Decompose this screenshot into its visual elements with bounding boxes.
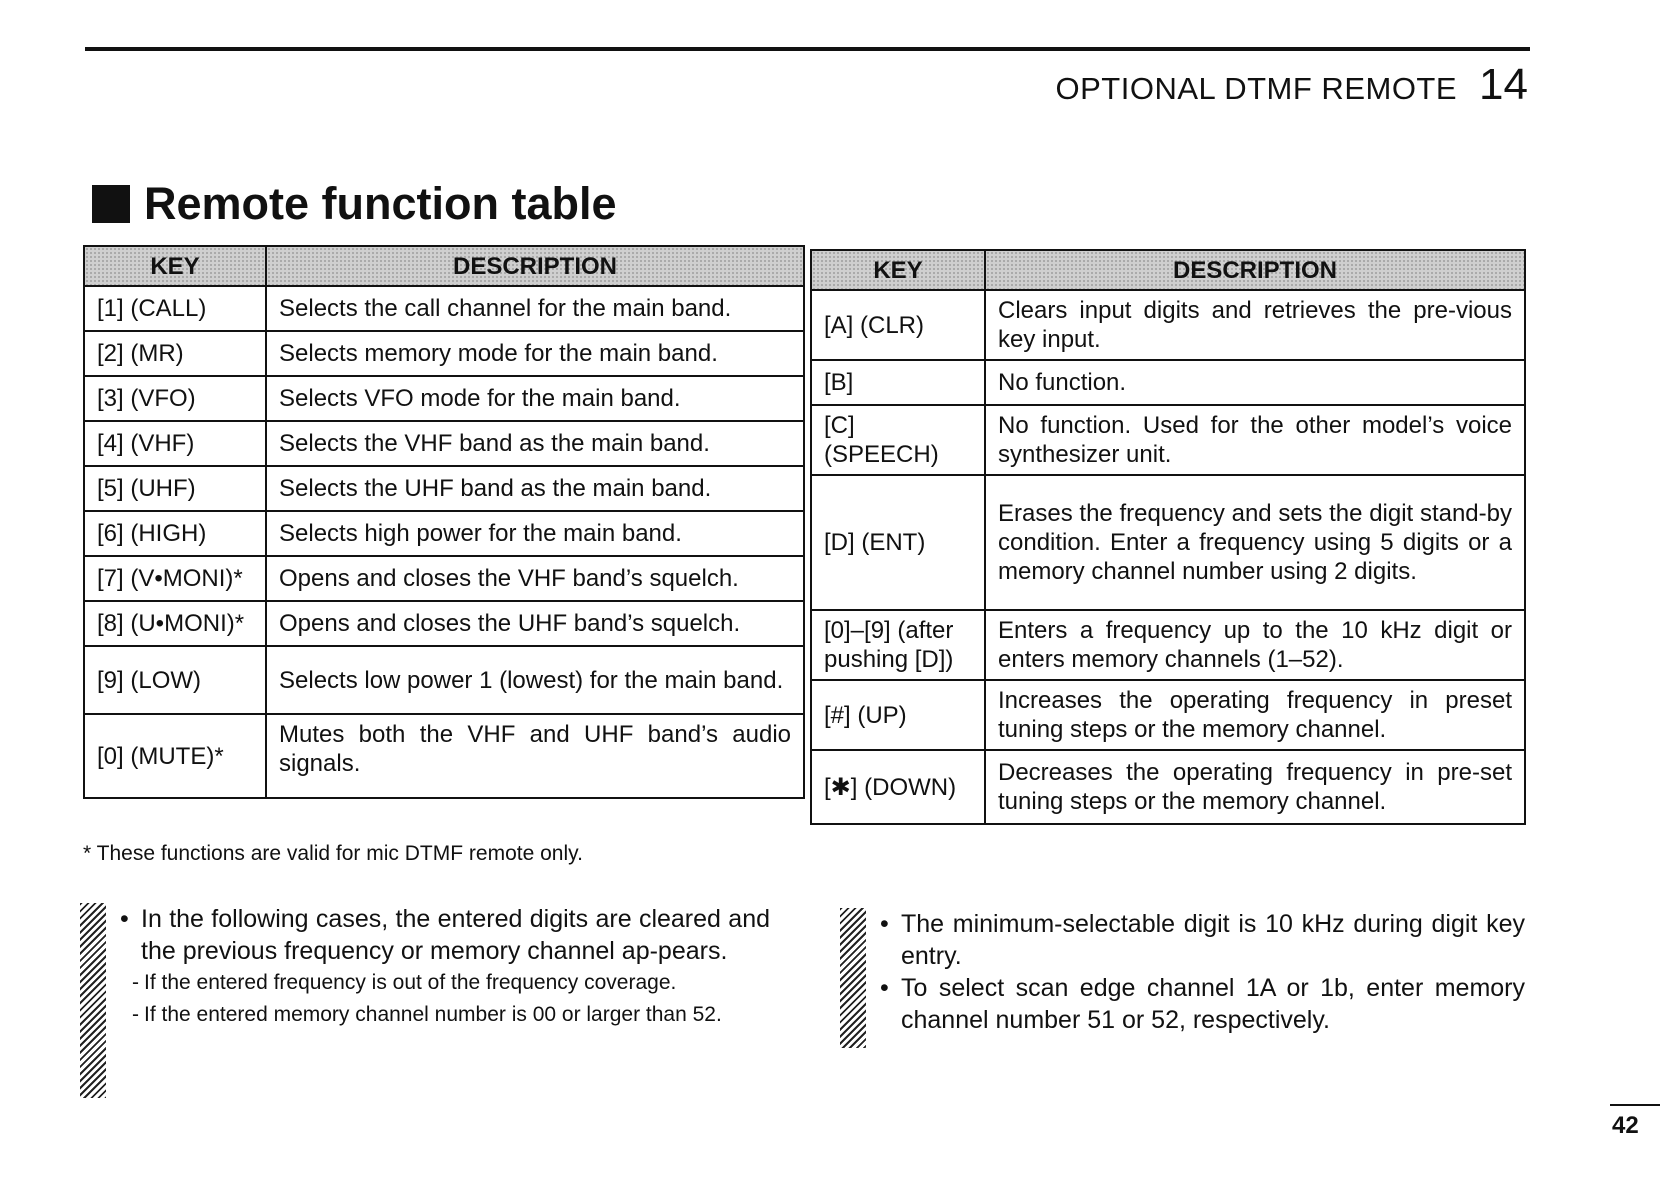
table-header-row <box>84 246 804 286</box>
section-title: OPTIONAL DTMF REMOTE <box>1055 71 1458 106</box>
note-box-left <box>80 903 770 1098</box>
table-row <box>84 376 804 421</box>
table-row <box>84 286 804 331</box>
description-column-header: DESCRIPTION <box>985 250 1525 290</box>
note-subitem <box>120 999 770 1031</box>
note-body <box>106 903 770 1098</box>
description-cell: Selects memory mode for the main band. <box>266 331 804 376</box>
note-bullet: • In the following cases, the entered digits are cleared and the previous frequency or memory channel ap-pears. <box>120 903 770 967</box>
description-cell: Selects the VHF band as the main band. <box>266 421 804 466</box>
table-row <box>84 421 804 466</box>
remote-function-table-left <box>83 245 805 799</box>
key-cell: [1] (CALL) <box>84 286 266 331</box>
description-cell: Increases the operating frequency in preset tuning steps or the memory channel. <box>985 680 1525 750</box>
table-row <box>811 290 1525 360</box>
table-row <box>84 331 804 376</box>
key-column-header: KEY <box>811 250 985 290</box>
description-cell: Opens and closes the VHF band’s squelch. <box>266 556 804 601</box>
note-bullet: • The minimum-selectable digit is 10 kHz during digit key entry. <box>880 908 1525 972</box>
footnote: * These functions are valid for mic DTMF remote only. <box>83 842 583 865</box>
table-row <box>811 475 1525 610</box>
table-row <box>84 556 804 601</box>
table-row <box>84 511 804 556</box>
heading-title: Remote function table <box>144 178 617 229</box>
key-cell: [8] (U•MONI)* <box>84 601 266 646</box>
description-cell: Erases the frequency and sets the digit stand-by condition. Enter a frequency using 5 digits or a memory channel number using 2 digits. <box>985 475 1525 610</box>
key-column-header: KEY <box>84 246 266 286</box>
description-cell: Selects low power 1 (lowest) for the main band. <box>266 646 804 714</box>
key-cell: [2] (MR) <box>84 331 266 376</box>
note-bullet: • To select scan edge channel 1A or 1b, enter memory channel number 51 or 52, respectively. <box>880 972 1525 1036</box>
key-cell: [A] (CLR) <box>811 290 985 360</box>
key-cell: [✱] (DOWN) <box>811 750 985 824</box>
key-cell: [5] (UHF) <box>84 466 266 511</box>
table-row <box>84 601 804 646</box>
note-box-right <box>840 908 1525 1048</box>
key-cell: [D] (ENT) <box>811 475 985 610</box>
key-cell: [B] <box>811 360 985 405</box>
table-row <box>84 646 804 714</box>
note-subitem-text: If the entered frequency is out of the frequency coverage. <box>144 971 677 994</box>
description-cell: No function. Used for the other model’s voice synthesizer unit. <box>985 405 1525 475</box>
description-cell: Clears input digits and retrieves the pre-vious key input. <box>985 290 1525 360</box>
description-column-header: DESCRIPTION <box>266 246 804 286</box>
description-cell: Mutes both the VHF and UHF band’s audio signals. <box>266 714 804 798</box>
key-cell: [9] (LOW) <box>84 646 266 714</box>
page-number-rule <box>1610 1104 1660 1106</box>
description-cell: Selects high power for the main band. <box>266 511 804 556</box>
description-cell: Selects the call channel for the main band. <box>266 286 804 331</box>
table-row <box>84 714 804 798</box>
dash-marker: - <box>132 1003 139 1026</box>
table-row <box>811 680 1525 750</box>
top-rule <box>85 47 1530 51</box>
hatched-note-bar <box>80 903 106 1098</box>
description-cell: Decreases the operating frequency in pre-set tuning steps or the memory channel. <box>985 750 1525 824</box>
table-row <box>811 750 1525 824</box>
table-row <box>811 360 1525 405</box>
remote-function-table-right <box>810 249 1526 825</box>
description-cell: Opens and closes the UHF band’s squelch. <box>266 601 804 646</box>
hatched-note-bar <box>840 908 866 1048</box>
chapter-number: 14 <box>1479 60 1528 109</box>
note-subitem <box>120 967 770 999</box>
key-cell: [#] (UP) <box>811 680 985 750</box>
key-cell: [0]–[9] (after pushing [D]) <box>811 610 985 680</box>
note-body <box>866 908 1525 1048</box>
key-cell: [0] (MUTE)* <box>84 714 266 798</box>
key-cell: [6] (HIGH) <box>84 511 266 556</box>
table-row <box>84 466 804 511</box>
description-cell: Selects VFO mode for the main band. <box>266 376 804 421</box>
table-row <box>811 405 1525 475</box>
table-header-row <box>811 250 1525 290</box>
key-cell: [3] (VFO) <box>84 376 266 421</box>
key-cell: [C] (SPEECH) <box>811 405 985 475</box>
running-header <box>1056 60 1528 110</box>
key-cell: [7] (V•MONI)* <box>84 556 266 601</box>
section-heading <box>92 178 617 230</box>
dash-marker: - <box>132 971 139 994</box>
description-cell: Enters a frequency up to the 10 kHz digit or enters memory channels (1–52). <box>985 610 1525 680</box>
square-bullet-icon <box>92 185 130 223</box>
key-cell: [4] (VHF) <box>84 421 266 466</box>
description-cell: Selects the UHF band as the main band. <box>266 466 804 511</box>
page-number: 42 <box>1612 1112 1639 1139</box>
note-subitem-text: If the entered memory channel number is 00 or larger than 52. <box>144 1003 722 1026</box>
description-cell: No function. <box>985 360 1525 405</box>
table-row <box>811 610 1525 680</box>
